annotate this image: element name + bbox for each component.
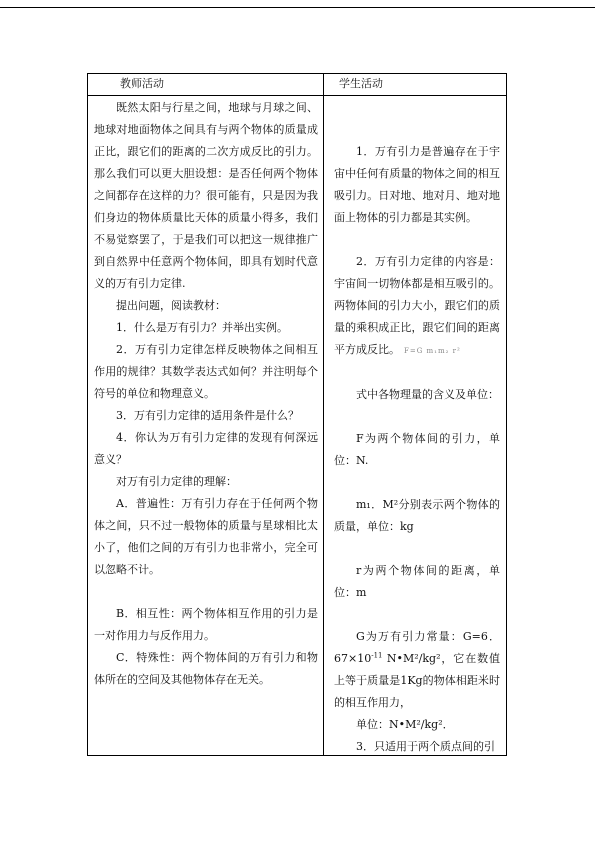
gravitation-formula: F=G m₁m₂ r² [404, 347, 461, 355]
answer-3: 3．只适用于两个质点间的引 [356, 740, 495, 753]
point-specificity: C．特殊性：两个物体间的万有引力和物体所在的空间及其他物体存在无关。 [94, 651, 318, 686]
student-column [334, 97, 500, 758]
answer-1: 1．万有引力是普遍存在于宇宙中任何有质量的物体之间的相互吸引力。日对地、地对月、地对地面上物体的引力都是其实例。 [334, 145, 500, 224]
teacher-intro: 既然太阳与行星之间，地球与月球之间、地球对地面物体之间具有与两个物体的质量成正比，跟它们的距离的二次方成反比的引力。那么我们可以更大胆设想：是否任何两个物体之间都存在这样的力？很可能有，只是因为我们身边的物体质量比天体的质量小得多，我们不易觉察罢了，于是我们可以把这一规律推广到自然界中任意两个物体间，即具有划时代意义的万有引力定律. [94, 101, 318, 290]
constant-definition [334, 626, 500, 714]
answer-2 [334, 251, 500, 362]
column-divider [323, 74, 324, 755]
lesson-table [87, 73, 507, 756]
constant-text-a: G为万有引力常量：G=6．67×10 [334, 630, 500, 665]
header-divider [88, 95, 506, 96]
page-top-rule [0, 7, 595, 8]
header-student: 学生活动 [339, 77, 383, 90]
question-1: 1．什么是万有引力？并举出实例。 [116, 321, 288, 334]
teacher-column [94, 97, 318, 691]
question-3: 3．万有引力定律的适用条件是什么？ [116, 409, 299, 422]
question-4: 4．你认为万有引力定律的发现有何深远意义？ [94, 431, 318, 466]
constant-text-b: N•M²/kg²，它在数值上等于质量是1Kg的物体相距米时的相互作用力， [334, 652, 500, 709]
constant-unit: 单位：N•M²/kg²． [356, 718, 454, 731]
force-definition: F为两个物体间的引力，单位：N. [334, 432, 500, 467]
understanding-heading: 对万有引力定律的理解： [116, 475, 237, 488]
mass-definition: m₁．M²分别表示两个物体的质量，单位：kg [334, 498, 500, 533]
constant-exponent: -11 [371, 651, 383, 660]
teacher-prompt: 提出问题，阅读教材： [116, 299, 226, 312]
question-2: 2．万有引力定律怎样反映物体之间相互作用的规律？其数学表达式如何？并注明每个符号的单位和物理意义。 [94, 343, 318, 400]
distance-definition: r为两个物体间的距离，单位：m [334, 564, 500, 599]
meaning-heading: 式中各物理量的含义及单位： [356, 388, 499, 401]
header-teacher: 教师活动 [120, 77, 164, 90]
point-mutuality: B．相互性：两个物体相互作用的引力是一对作用力与反作用力。 [94, 607, 318, 642]
answer-2-text: 2．万有引力定律的内容是：宇宙间一切物体都是相互吸引的。两物体间的引力大小，跟它们的质量的乘积成正比，跟它们间的距离平方成反比。 [334, 255, 500, 356]
point-universality: A．普遍性：万有引力存在于任何两个物体之间，只不过一般物体的质量与星球相比太小了，他们之间的万有引力也非常小，完全可以忽略不计。 [94, 497, 318, 576]
